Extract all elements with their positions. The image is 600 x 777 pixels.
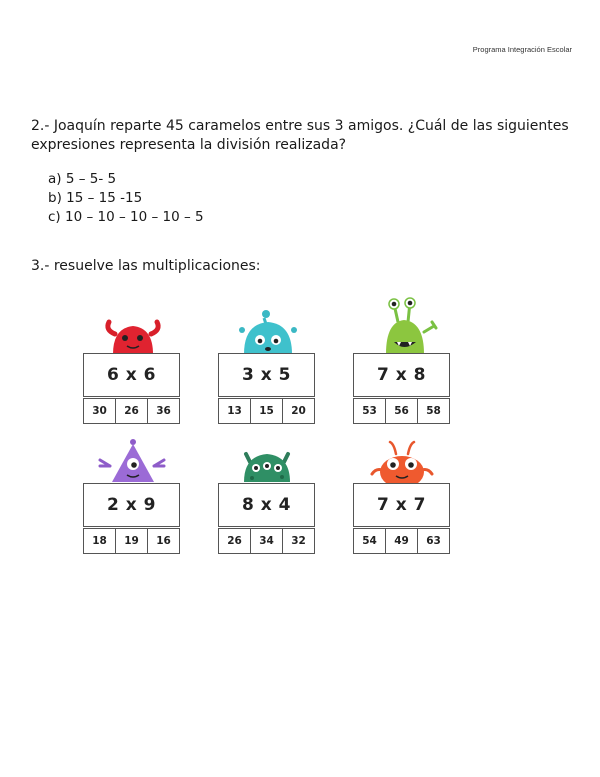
answer-options (83, 398, 180, 424)
answer-option[interactable]: 32 (291, 535, 306, 547)
purple-triangle-monster-icon (96, 438, 168, 482)
option-a: a) 5 – 5- 5 (48, 171, 117, 187)
answer-option[interactable]: 26 (219, 529, 251, 553)
answer-option[interactable]: 15 (251, 399, 283, 423)
answer-option[interactable]: 54 (354, 529, 386, 553)
question-2-options (48, 170, 204, 227)
multiplication-card-5 (218, 483, 315, 553)
multiplication-card-2 (218, 353, 315, 423)
expression: 7 x 7 (353, 483, 450, 527)
answer-options (353, 398, 450, 424)
answer-options (83, 528, 180, 554)
question-3-text: 3.- resuelve las multiplicaciones: (31, 258, 261, 274)
multiplication-card-3 (353, 353, 450, 423)
answer-option[interactable]: 26 (116, 399, 148, 423)
multiplication-card-6 (353, 483, 450, 553)
answer-option[interactable]: 16 (156, 535, 171, 547)
answer-options (218, 398, 315, 424)
answer-option[interactable]: 53 (354, 399, 386, 423)
expression: 2 x 9 (83, 483, 180, 527)
program-header: Programa Integración Escolar (472, 45, 572, 54)
answer-option[interactable]: 56 (386, 399, 418, 423)
answer-option[interactable]: 13 (219, 399, 251, 423)
answer-option[interactable]: 58 (426, 405, 441, 417)
answer-option[interactable]: 20 (291, 405, 306, 417)
answer-option[interactable]: 34 (251, 529, 283, 553)
expression: 8 x 4 (218, 483, 315, 527)
teal-fuzzy-monster-icon (236, 308, 300, 354)
red-horned-monster-icon (103, 314, 163, 354)
expression: 6 x 6 (83, 353, 180, 397)
answer-option[interactable]: 63 (426, 535, 441, 547)
option-c: c) 10 – 10 – 10 – 10 – 5 (48, 209, 204, 225)
multiplication-card-1 (83, 353, 180, 423)
green-antenna-monster-icon (378, 298, 440, 354)
question-2-text: 2.- Joaquín reparte 45 caramelos entre sus 3 amigos. ¿Cuál de las siguientes expresiones representa la división realizada? (31, 118, 569, 153)
multiplication-card-4 (83, 483, 180, 553)
answer-option[interactable]: 49 (386, 529, 418, 553)
expression: 7 x 8 (353, 353, 450, 397)
answer-option[interactable]: 18 (84, 529, 116, 553)
answer-option[interactable]: 19 (116, 529, 148, 553)
option-b: b) 15 – 15 -15 (48, 190, 143, 206)
orange-bug-monster-icon (368, 440, 436, 482)
green-spotted-monster-icon (238, 444, 296, 482)
answer-options (218, 528, 315, 554)
answer-options (353, 528, 450, 554)
answer-option[interactable]: 30 (84, 399, 116, 423)
expression: 3 x 5 (218, 353, 315, 397)
answer-option[interactable]: 36 (156, 405, 171, 417)
